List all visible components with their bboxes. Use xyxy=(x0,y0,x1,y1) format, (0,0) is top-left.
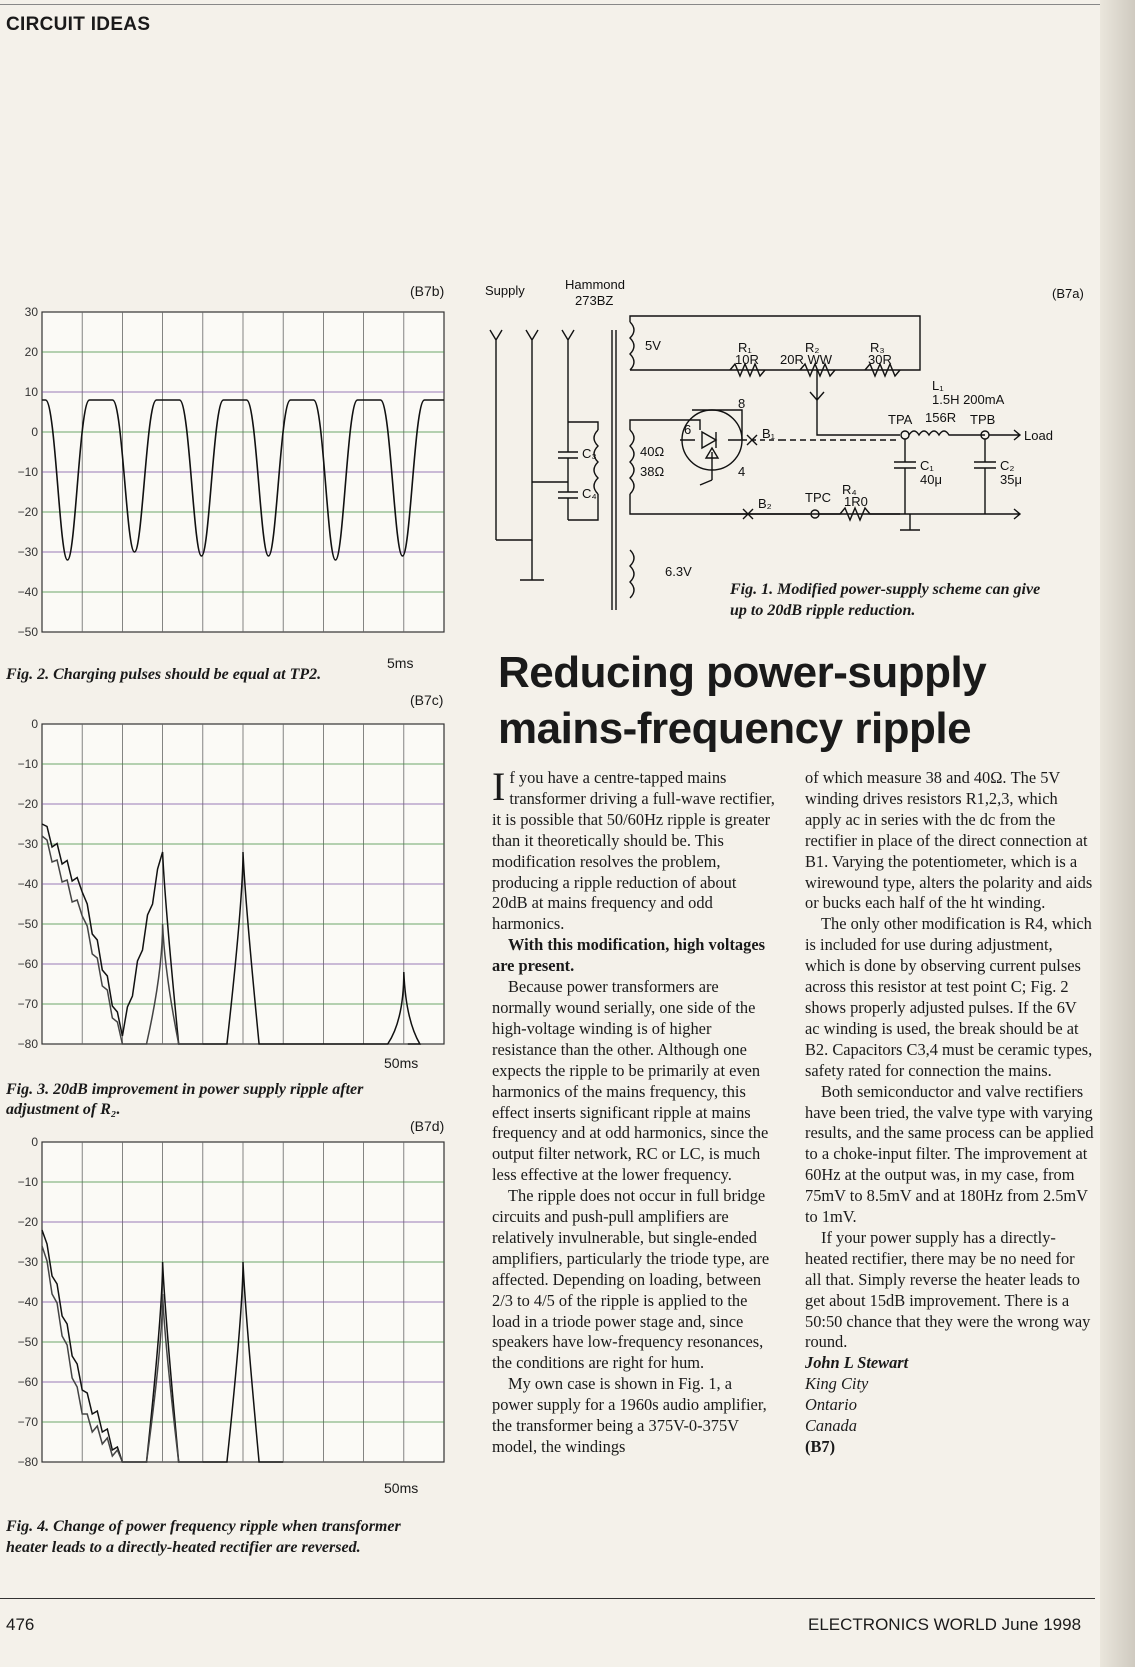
fig-b7a-caption-1: Fig. 1. Modified power-supply scheme can give xyxy=(730,581,1041,598)
fig-b7d-caption-2: heater leads to a directly-heated rectifier are reversed. xyxy=(6,1539,361,1556)
lbl-c1: C₁ xyxy=(920,458,934,473)
fig-b7d-tag: (B7d) xyxy=(410,1118,445,1134)
fig-b7b-time-label: 5ms xyxy=(387,655,414,671)
lbl-6v3: 6.3V xyxy=(665,564,692,579)
lbl-40ohm: 40Ω xyxy=(640,444,665,459)
col1-para-5: My own case is shown in Fig. 1, a power supply for a 1960s audio amplifier, the transformer being a 375V-0-375V model, the windings xyxy=(492,1374,767,1456)
lbl-r2v: 20R WW xyxy=(780,352,832,367)
article-title xyxy=(498,645,1098,757)
y-tick-label: −40 xyxy=(17,585,38,599)
lbl-r3v: 30R xyxy=(868,352,892,367)
section-heading: CIRCUIT IDEAS xyxy=(6,14,151,35)
article-column-1 xyxy=(492,764,776,1458)
fig-b7a-schematic xyxy=(480,280,1100,630)
dropcap: I xyxy=(492,764,506,809)
col1-para-3: Because power transformers are normally wound serially, one side of the high-voltage winding is of higher resistance than the other. Although one expects the ripple to be primarily at even harmonics of the mains frequency, this effect inserts significant ripple at mains frequency and at odd harmonics, since the output filter network, RC or LC, is much less effective at the lower frequency. xyxy=(492,977,769,1185)
fig-b7c-svg xyxy=(0,712,460,1062)
lbl-c2: C₂ xyxy=(1000,458,1015,473)
lbl-r1: R₁ xyxy=(738,340,752,355)
lbl-l1v: 1.5H 200mA xyxy=(932,392,1005,407)
lbl-r4: R₄ xyxy=(842,482,857,497)
fig-b7c-tag: (B7c) xyxy=(410,692,444,708)
lbl-c4: C₄ xyxy=(582,486,597,501)
y-tick-label: −20 xyxy=(17,505,38,519)
fig-b7d-svg xyxy=(0,1130,460,1480)
fig-b7c-caption-1: Fig. 3. 20dB improvement in power supply ripple after xyxy=(6,1081,364,1098)
lbl-r3: R₃ xyxy=(870,340,885,355)
author-city: King City xyxy=(805,1374,869,1394)
lbl-l1: L₁ xyxy=(932,378,944,393)
y-tick-label: −20 xyxy=(17,797,38,811)
y-tick-label: −10 xyxy=(17,465,38,479)
y-tick-label: −60 xyxy=(17,1375,38,1389)
page-edge-shadow xyxy=(1100,0,1135,1667)
footer-rule xyxy=(0,1598,1095,1599)
lbl-c2v: 35μ xyxy=(1000,472,1022,487)
author-country: Canada xyxy=(805,1416,857,1436)
article-title-line-1: Reducing power-supply xyxy=(498,648,987,697)
page-number: 476 xyxy=(6,1615,35,1634)
y-tick-label: −30 xyxy=(17,1255,38,1269)
fig-b7b-tag: (B7b) xyxy=(410,283,445,299)
lbl-tpa: TPA xyxy=(888,412,913,427)
col2-para-2: The only other modification is R4, which is included for use during adjustment, which is done by observing current pulses across this resistor at test point C; Fig. 2 shows properly adjusted pulses. If the 6V ac winding is used, the break should be at B2. Capacitors C3,4 must be ceramic types, safety rated for connection the mains. xyxy=(805,914,1093,1080)
article-title-line-2: mains-frequency ripple xyxy=(498,704,972,753)
article-ref: (B7) xyxy=(805,1437,836,1456)
col1-para-4: The ripple does not occur in full bridge circuits and push-pull amplifiers are relatively invulnerable, but single-ended amplifiers, particularly the triode type, are affected. Depending on loading, between 2/3 to 4/5 of the ripple is applied to the load in a triode power stage and, since speakers have low-frequency resonances, the conditions are right for hum. xyxy=(492,1186,770,1373)
author-state: Ontario xyxy=(805,1395,857,1415)
lbl-c3: C₃ xyxy=(582,446,597,461)
y-tick-label: −70 xyxy=(17,997,38,1011)
fig-b7c-chart xyxy=(0,712,460,1062)
lbl-supply: Supply xyxy=(485,283,525,298)
lbl-pin4: 4 xyxy=(738,464,746,479)
lbl-tpc: TPC xyxy=(805,490,831,505)
col1-para-1: If you have a centre-tapped mains transformer driving a full-wave rectifier, it is possible that 50/60Hz ripple is greater than it theoretically should be. This modification resolves the problem, producing a ripple reduction of about 20dB at mains frequency and odd harmonics. xyxy=(492,764,775,934)
fig-b7c-caption-2: adjustment of R₂. xyxy=(6,1101,121,1118)
col2-para-3: Both semiconductor and valve rectifiers have been tried, the valve type with varying results, and the same process can be applied to a choke-input filter. The improvement at 60Hz at the output was, in my case, from 75mV to 8.5mV and at 180Hz from 2.5mV to 1mV. xyxy=(805,1081,1094,1227)
lbl-model: 273BZ xyxy=(575,293,614,308)
y-tick-label: −70 xyxy=(17,1415,38,1429)
y-tick-label: −40 xyxy=(17,877,38,891)
y-tick-label: −50 xyxy=(17,625,38,639)
fig-b7c-time-label: 50ms xyxy=(384,1055,419,1071)
fig-b7a-tag: (B7a) xyxy=(1052,286,1084,301)
lbl-38ohm: 38Ω xyxy=(640,464,665,479)
y-tick-label: −80 xyxy=(17,1455,38,1469)
lbl-c1v: 40μ xyxy=(920,472,942,487)
y-tick-label: −80 xyxy=(17,1037,38,1051)
lbl-pin8: 8 xyxy=(738,396,746,411)
y-tick-label: 0 xyxy=(31,1135,38,1149)
schematic-svg xyxy=(480,280,1100,630)
y-tick-label: 10 xyxy=(24,385,38,399)
lbl-tpb: TPB xyxy=(970,412,996,427)
lbl-b2: B₂ xyxy=(758,496,772,511)
col1-warning: With this modification, high voltages are present. xyxy=(492,935,765,976)
y-tick-label: 20 xyxy=(24,345,38,359)
lbl-hammond: Hammond xyxy=(565,280,625,292)
lbl-b1: B₁ xyxy=(762,426,776,441)
fig-b7d-caption-1: Fig. 4. Change of power frequency ripple when transformer xyxy=(6,1518,401,1535)
lbl-156r: 156R xyxy=(925,410,957,425)
y-tick-label: 0 xyxy=(31,717,38,731)
fig-b7b-svg xyxy=(0,300,460,650)
fig-b7a-caption-2: up to 20dB ripple reduction. xyxy=(730,602,916,619)
y-tick-label: −50 xyxy=(17,917,38,931)
fig-b7d-time-label: 50ms xyxy=(384,1480,419,1496)
y-tick-label: −30 xyxy=(17,545,38,559)
lbl-r4v: 1R0 xyxy=(844,494,868,509)
y-tick-label: −30 xyxy=(17,837,38,851)
top-rule xyxy=(0,4,1135,5)
fig-b7d-chart xyxy=(0,1130,460,1480)
y-tick-label: −50 xyxy=(17,1335,38,1349)
lbl-r1v: 10R xyxy=(735,352,759,367)
fig-b7b-caption: Fig. 2. Charging pulses should be equal at TP2. xyxy=(6,666,322,683)
bleed-through-heading-2 xyxy=(0,185,1135,295)
fig-b7b-chart xyxy=(0,300,460,650)
lbl-5v: 5V xyxy=(645,338,661,353)
lbl-r2: R₂ xyxy=(805,340,820,355)
y-tick-label: 30 xyxy=(24,305,38,319)
lbl-load: Load xyxy=(1024,428,1053,443)
y-tick-label: −20 xyxy=(17,1215,38,1229)
y-tick-label: −10 xyxy=(17,757,38,771)
y-tick-label: −60 xyxy=(17,957,38,971)
magazine-issue: ELECTRONICS WORLD June 1998 xyxy=(808,1615,1082,1634)
article-column-2 xyxy=(805,768,1095,1458)
lbl-pin6: 6 xyxy=(684,422,692,437)
author-name: John L Stewart xyxy=(805,1353,909,1373)
col2-para-1: of which measure 38 and 40Ω. The 5V winding drives resistors R1,2,3, which apply ac in series with the dc from the rectifier in place of the direct connection at B1. Varying the potentiometer, which is a wirewound type, alters the polarity and aids or bucks each half of the ht winding. xyxy=(805,768,1093,913)
y-tick-label: 0 xyxy=(31,425,38,439)
y-tick-label: −40 xyxy=(17,1295,38,1309)
col2-para-4: If your power supply has a directly-heated rectifier, there may be no need for all that. Simply reverse the heater leads to get about 15dB improvement. There is a 50:50 chance that they were the wrong way round. xyxy=(805,1227,1091,1352)
y-tick-label: −10 xyxy=(17,1175,38,1189)
bleed-through-heading xyxy=(90,20,1070,130)
